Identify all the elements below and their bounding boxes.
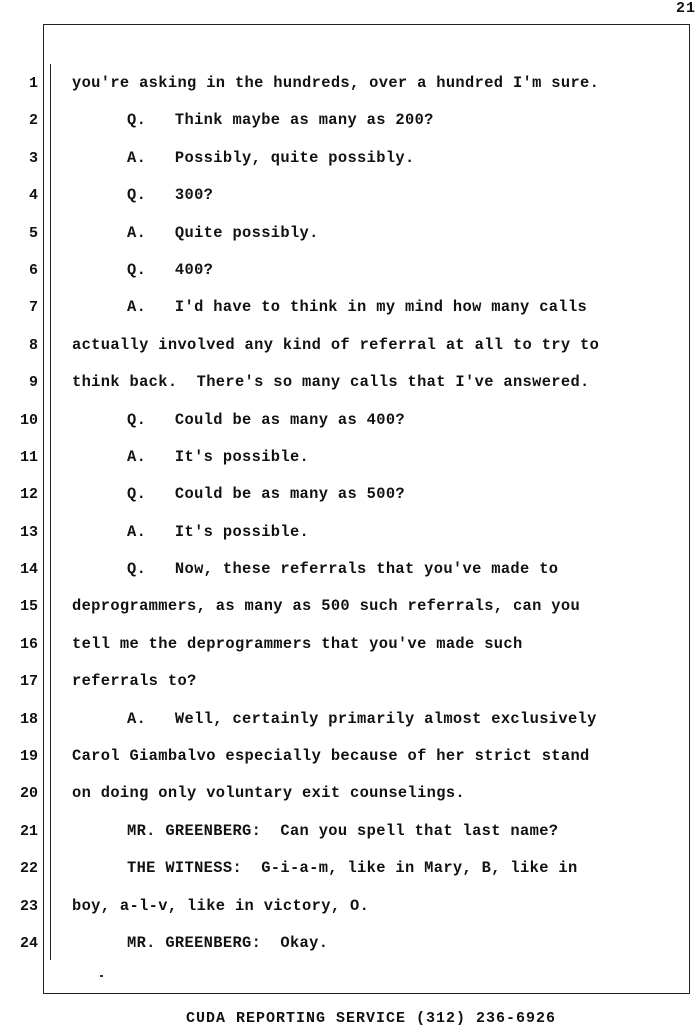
line-text: A. It's possible. [127, 447, 310, 466]
line-text: deprogrammers, as many as 500 such referrals, can you [72, 597, 581, 616]
line-text: MR. GREENBERG: Okay. [127, 933, 329, 952]
transcript-line-14 [0, 551, 698, 588]
transcript-line-6 [0, 252, 698, 289]
transcript-line-7 [0, 289, 698, 326]
line-number: 3 [28, 149, 38, 167]
line-number: 8 [28, 336, 38, 354]
line-number: 7 [28, 299, 38, 317]
line-number: 24 [19, 934, 38, 952]
line-text: MR. GREENBERG: Can you spell that last name? [127, 821, 559, 840]
line-number: 9 [28, 374, 38, 392]
line-number: 4 [28, 187, 38, 205]
transcript-line-15 [0, 588, 698, 625]
transcript-line-2 [0, 102, 698, 139]
line-number: 10 [19, 411, 38, 429]
line-text: Q. 300? [127, 186, 214, 205]
line-number: 14 [19, 561, 38, 579]
line-text: A. Well, certainly primarily almost exclusively [127, 709, 597, 728]
line-text: Q. Could be as many as 400? [127, 410, 405, 429]
line-text: Q. 400? [127, 260, 214, 279]
page-number: 21 [675, 0, 696, 17]
line-number: 23 [19, 897, 38, 915]
transcript-line-5 [0, 215, 698, 252]
transcript-lines [0, 65, 698, 962]
line-text: on doing only voluntary exit counselings. [72, 784, 466, 803]
transcript-line-3 [0, 140, 698, 177]
line-number: 2 [28, 112, 38, 130]
transcript-line-8 [0, 327, 698, 364]
line-number: 13 [19, 523, 38, 541]
transcript-line-22 [0, 850, 698, 887]
transcript-line-13 [0, 514, 698, 551]
transcript-line-10 [0, 402, 698, 439]
transcript-line-19 [0, 738, 698, 775]
line-text: A. It's possible. [127, 522, 310, 541]
line-number: 12 [19, 486, 38, 504]
transcript-line-16 [0, 626, 698, 663]
line-text: tell me the deprogrammers that you've made such [72, 634, 523, 653]
line-number: 22 [19, 860, 38, 878]
line-text: THE WITNESS: G-i-a-m, like in Mary, B, like in [127, 859, 578, 878]
reporting-service-footer: CUDA REPORTING SERVICE (312) 236-6926 [185, 1010, 557, 1027]
transcript-line-17 [0, 663, 698, 700]
transcript-line-18 [0, 701, 698, 738]
line-number: 1 [28, 75, 38, 92]
line-number: 11 [19, 448, 38, 466]
line-text: actually involved any kind of referral at all to try to [72, 335, 600, 354]
line-number: 18 [19, 710, 38, 728]
line-number: 17 [19, 673, 38, 691]
stray-ink-mark [100, 975, 103, 977]
line-text: A. I'd have to think in my mind how many calls [127, 298, 588, 317]
line-text: think back. There's so many calls that I've answered. [72, 373, 590, 392]
transcript-line-21 [0, 813, 698, 850]
transcript-line-24 [0, 925, 698, 962]
line-text: you're asking in the hundreds, over a hundred I'm sure. [72, 74, 600, 92]
line-text: boy, a-l-v, like in victory, O. [72, 896, 370, 915]
line-number: 16 [19, 635, 38, 653]
line-text: Q. Think maybe as many as 200? [127, 111, 434, 130]
line-number: 20 [19, 785, 38, 803]
transcript-line-4 [0, 177, 698, 214]
transcript-line-11 [0, 439, 698, 476]
line-number: 6 [28, 261, 38, 279]
line-text: referrals to? [72, 672, 197, 691]
transcript-line-1 [0, 65, 698, 102]
transcript-line-12 [0, 476, 698, 513]
line-text: Carol Giambalvo especially because of her strict stand [72, 747, 590, 766]
line-number: 5 [28, 224, 38, 242]
line-number: 15 [19, 598, 38, 616]
line-number: 21 [19, 822, 38, 840]
line-text: Q. Could be as many as 500? [127, 485, 405, 504]
transcript-line-20 [0, 775, 698, 812]
transcript-line-9 [0, 364, 698, 401]
transcript-line-23 [0, 888, 698, 925]
line-text: A. Possibly, quite possibly. [127, 148, 415, 167]
line-text: A. Quite possibly. [127, 223, 319, 242]
line-number: 19 [19, 748, 38, 766]
line-text: Q. Now, these referrals that you've made to [127, 560, 559, 579]
